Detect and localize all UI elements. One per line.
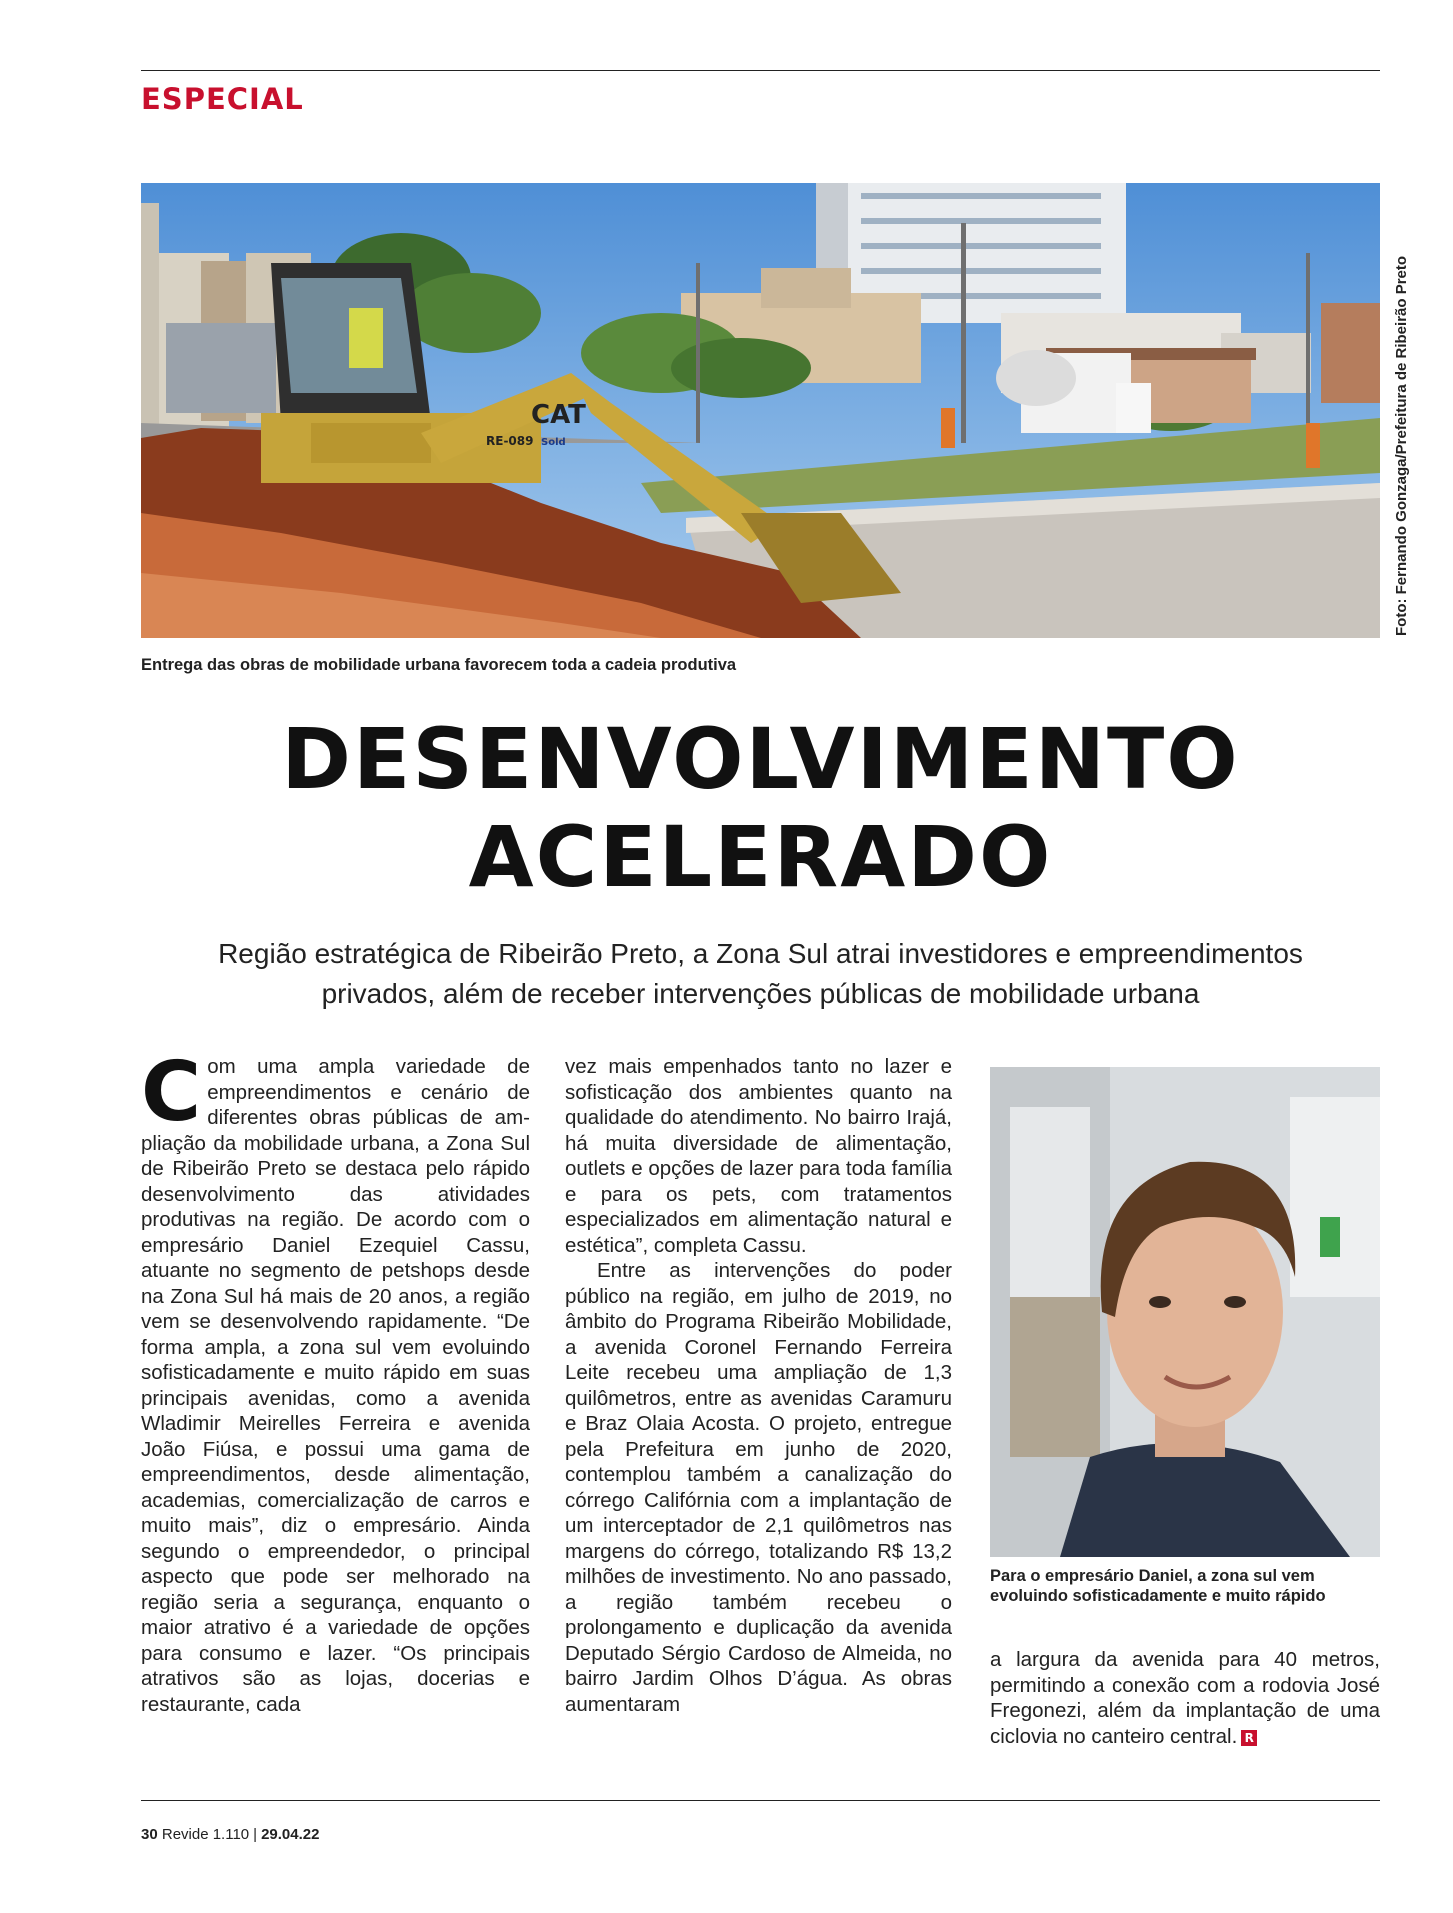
portrait-caption: Para o empresário Daniel, a zona sul vem evoluindo sofisticadamente e muito rápido (990, 1567, 1326, 1605)
construction-site-illustration (141, 183, 1380, 638)
bottom-rule (141, 1800, 1380, 1801)
page-number: 30 (141, 1826, 158, 1843)
magazine-issue: Revide 1.110 (161, 1826, 250, 1843)
body-column-3 (990, 1647, 1380, 1749)
subheadline (141, 934, 1380, 1014)
end-of-article-mark: R (1241, 1730, 1257, 1746)
footer-separator: | (253, 1826, 258, 1843)
headline (141, 710, 1380, 906)
page-footer (141, 1826, 319, 1843)
body-column-2 (565, 1054, 952, 1717)
machine-tag-label: RE-089 (486, 434, 534, 448)
issue-date: 29.04.22 (261, 1826, 320, 1843)
body-column-1 (141, 1045, 530, 1717)
top-rule (141, 70, 1380, 71)
hero-caption: Entrega das obras de mobilidade urbana favorecem toda a cadeia produtiva (141, 656, 737, 674)
hero-photo (141, 183, 1380, 638)
body-column-2-paragraph-2: Entre as intervenções do poder público na região, em julho de 2019, no âmbito do Programa Ribeirão Mobilidade, a avenida Coronel Fernando Ferreira Leite recebeu uma ampliação de 1,3 quilômetros, entre as avenidas Caramuru e Braz Olaia Acosta. O projeto, entregue pela Prefeitura em junho de 2020, contemplou também a canalização do córrego Califórnia com a implantação de um interceptador de 2,1 quilômetros nas margens do córrego, totalizando R$ 13,2 milhões de investimento. No ano passado, a região também recebeu o prolongamento e duplicação da avenida Deputado Sérgio Cardoso de Almeida, no bairro Jardim Olhos D’água. As obras aumentaram (565, 1259, 952, 1716)
machine-model-label: CAT (531, 400, 586, 430)
machine-brand-label: Sold (541, 437, 566, 448)
body-column-1-text: om uma ampla variedade de empreendimentos e cenário de diferentes obras públicas de ampliação da mobilidade urbana, a Zona Sul de Ribeirão Preto se destaca pelo rápido desenvolvimento das atividades produtivas na região. De acordo com o empresário Daniel Ezequiel Cassu, atuante no segmento de petshops desde na Zona Sul há mais de 20 anos, a região vem se desenvolvendo rapidamente. “De forma ampla, a zona sul vem evoluindo sofisticadamente e muito rápido em suas principais avenidas, como a avenida Wladimir Meirelles Ferreira e avenida João Fiúsa, e possui uma gama de empreendimentos, desde alimentação, academias, comercialização de carros e muito mais”, diz o empresário. Ainda segundo o empreendedor, o principal aspecto que pode ser melhorado na região seria a segurança, enquanto o maior atrativo é a variedade de opções para consumo e lazer. “Os principais atrativos são as lojas, docerias e restaurante, cada (141, 1055, 530, 1716)
body-column-3-text: a largura da avenida para 40 metros, permitindo a conexão com a rodovia José Fregonezi, além da implantação de uma ciclovia no canteiro central. (990, 1648, 1380, 1748)
photo-credit: Foto: Fernando Gonzaga/Prefeitura de Ribeirão Preto (1393, 255, 1410, 636)
portrait-photo (990, 1067, 1380, 1557)
section-label: ESPECIAL (141, 82, 304, 116)
portrait-illustration (990, 1067, 1380, 1557)
subheadline-line-2: privados, além de receber intervenções públicas de mobilidade urbana (321, 978, 1200, 1009)
body-column-2-paragraph-1: vez mais empenhados tanto no lazer e sofisticação dos ambientes quanto na qualidade do atendimento. No bairro Irajá, há muita diversidade de alimentação, outlets e opções de lazer para toda família e para os pets, com tratamentos especializados em alimentação natural e estética”, completa Cassu. (565, 1055, 952, 1257)
subheadline-line-1: Região estratégica de Ribeirão Preto, a Zona Sul atrai investidores e empreendimentos (218, 938, 1303, 969)
headline-line-2: ACELERADO (468, 808, 1053, 906)
headline-line-1: DESENVOLVIMENTO (281, 710, 1240, 808)
drop-cap: C (141, 1045, 202, 1140)
